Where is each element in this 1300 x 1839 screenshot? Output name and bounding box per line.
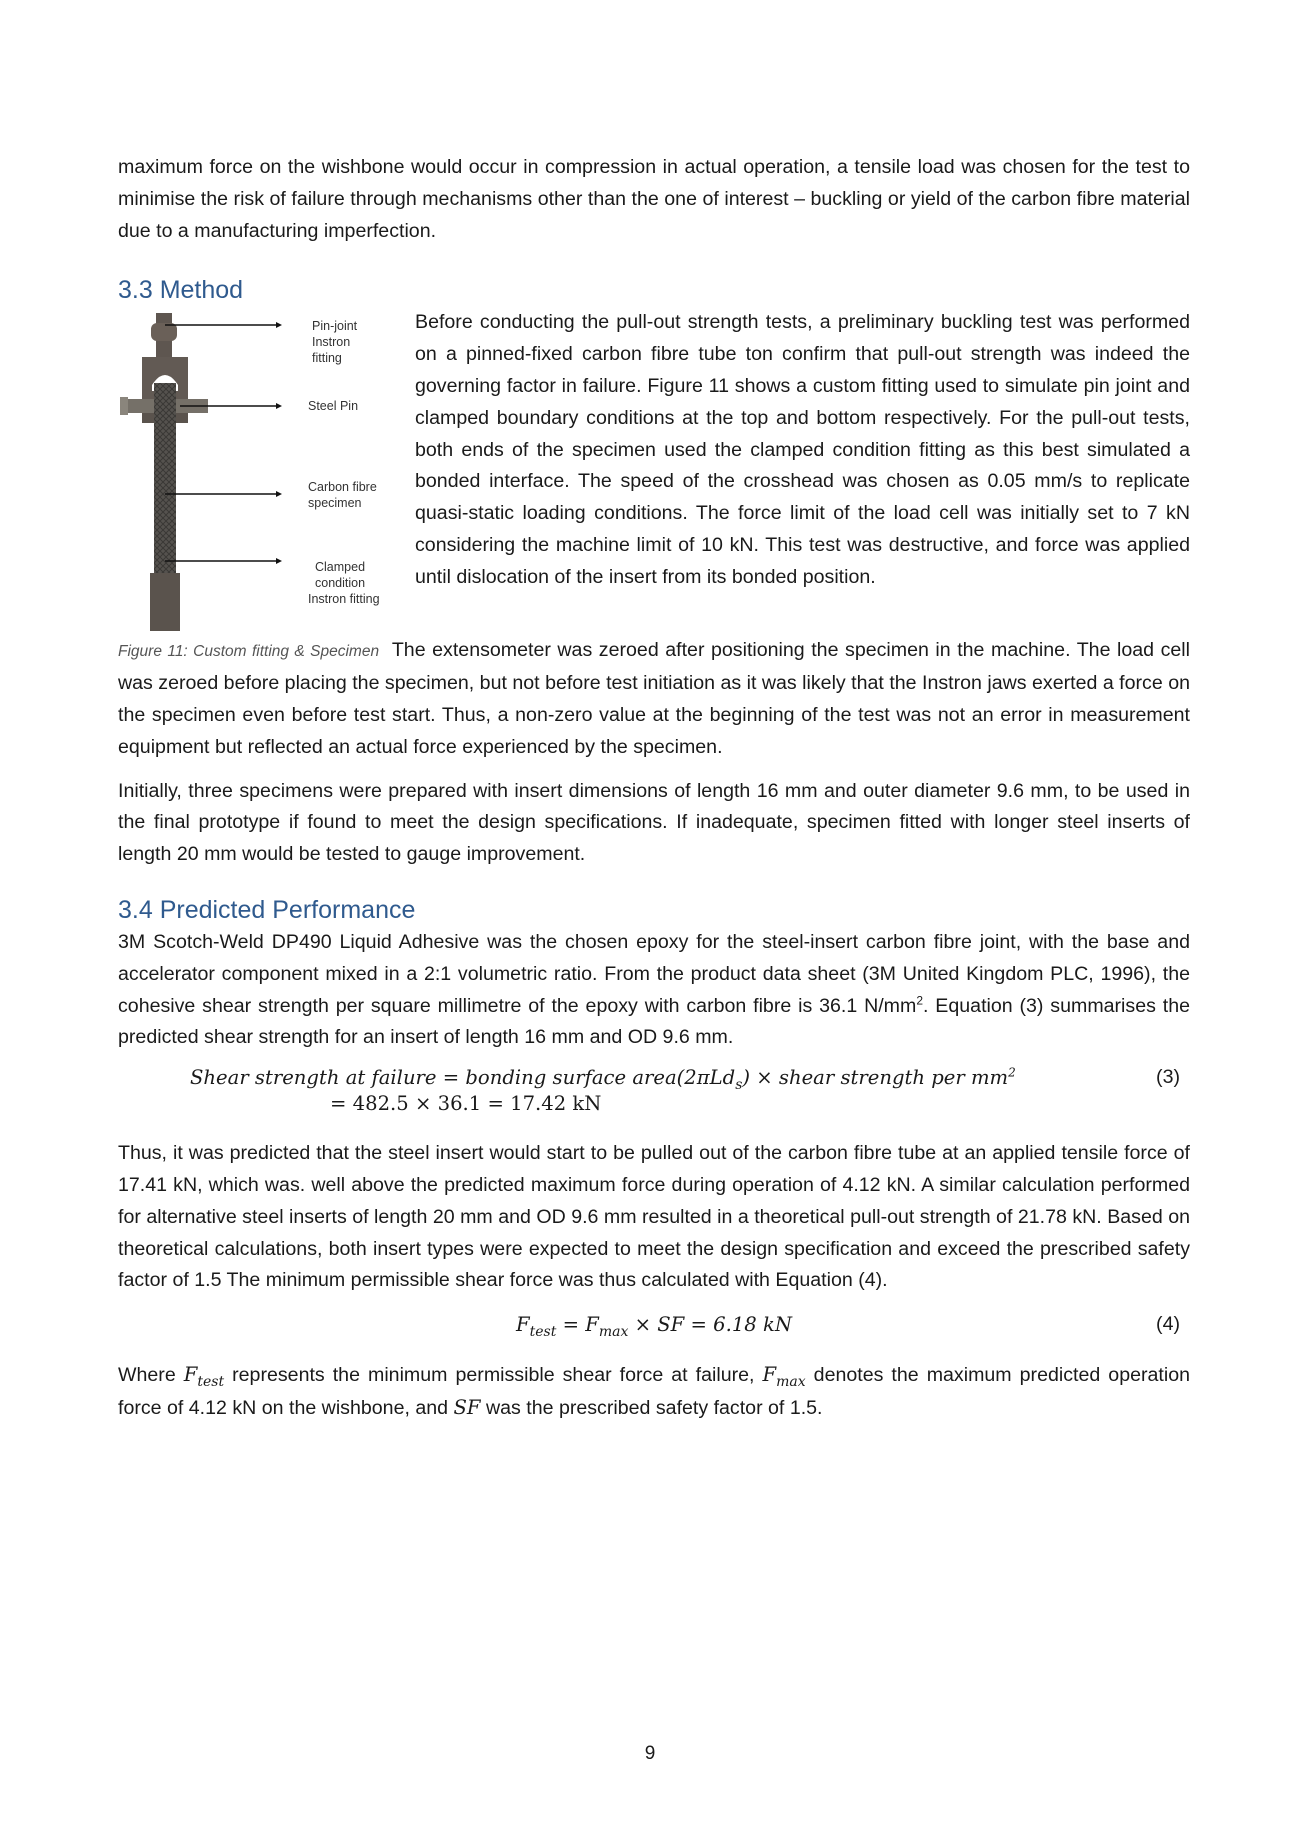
section-heading-method: 3.3 Method [118,276,244,305]
equation-3-rhs: ) × shear strength per mm [742,1066,1009,1090]
equation-4-sub-test: test [529,1324,557,1341]
equation-4-mid: = F [556,1313,599,1337]
figure-label-specimen: specimen [308,496,362,511]
figure-caption: Figure 11: Custom fitting & Specimen [118,643,380,661]
equation-4-number: (4) [1156,1313,1180,1336]
method-paragraph-3: Initially, three specimens were prepared with insert dimensions of length 16 mm and outer diameter 9.6 mm, to be used in the final prototype if found to meet the design specifications. If inadequate, specimen fitted with longer steel inserts of length 20 mm would be tested to gauge improvement. [118,779,1190,866]
page-number: 9 [644,1743,656,1764]
method-paragraph-2 [118,635,1190,763]
perf-paragraph-1-text: 3M Scotch-Weld DP490 Liquid Adhesive was the chosen epoxy for the steel-insert carbon fibre joint, with the base and accelerator component mixed in a 2:1 volumetric ratio. From the product data sheet (3M United Kingdom PLC, 1996), the cohesive shear strength per square millimetre of the epoxy with carbon fibre is 36.1 N/mm [118,930,1190,1017]
superscript: 2 [916,993,924,1008]
equation-4 [118,1309,1190,1341]
intro-paragraph: maximum force on the wishbone would occur in compression in actual operation, a tensile load was chosen for the test to minimise the risk of failure through mechanisms other than the one of interest – buckling or yield of the carbon fibre material due to a manufacturing imperfection. [118,156,1190,242]
symbol-sub-test: test [197,1374,225,1391]
equation-4-sub-max: max [598,1324,629,1341]
equation-3-line-2: = 482.5 × 36.1 = 17.42 kN [330,1092,602,1116]
perf-paragraph-3-a: Where [118,1364,184,1387]
equation-3-number: (3) [1156,1066,1180,1089]
symbol-sub-max: max [776,1374,806,1391]
figure-label-fitting: fitting [312,351,342,366]
perf-paragraph-3-d: was the prescribed safety factor of 1.5. [480,1396,823,1419]
symbol-f: F [183,1363,198,1387]
figure-label-condition: condition [315,576,366,591]
perf-paragraph-1 [118,927,1190,1054]
figure-label-instron-fitting: Instron fitting [308,592,380,607]
custom-fitting-figure [118,311,408,631]
figure-label-carbon-fibre: Carbon fibre [308,480,377,495]
equation-3-lhs: Shear strength at failure = bonding surface area(2πLd [190,1066,736,1090]
equation-4-f: F [516,1313,530,1337]
perf-paragraph-2: Thus, it was predicted that the steel insert would start to be pulled out of the carbon fibre tube at an applied tensile force of 17.41 kN, which was. well above the predicted maximum force during operation of 4.12 kN. A similar calculation performed for alternative steel inserts of length 20 mm and OD 9.6 mm resulted in a theoretical pull-out strength of 21.78 kN. Based on theoretical calculations, both insert types were expected to meet the design specification and exceed the prescribed safety factor of 1.5 The minimum permissible shear force was thus calculated with Equation (4). [118,1142,1190,1292]
symbol-sf: SF [453,1395,481,1419]
figure-label-pin-joint: Pin-joint [312,319,358,334]
perf-paragraph-1-text-end: . Equation (3) summarises the predicted shear strength for an insert of length 16 mm and OD 9.6 mm. [118,994,1190,1049]
method-paragraph-1: Before conducting the pull-out strength tests, a preliminary buckling test was performed on a pinned-fixed carbon fibre tube ton confirm that pull-out strength was indeed the governing factor in failure. Figure 11 shows a custom fitting used to simulate pin joint and clamped boundary conditions at the top and bottom respectively. For the pull-out tests, both ends of the specimen used the clamped condition fitting as this best simulated a bonded interface. The speed of the crosshead was chosen as 0.05 mm/s to replicate quasi-static loading conditions. The force limit of the load cell was initially set to 7 kN considering the machine limit of 10 kN. This test was destructive, and force was applied until dislocation of the insert from its bonded position. [415,311,1190,588]
equation-4-end: × SF = 6.18 kN [628,1313,792,1337]
perf-paragraph-3-c: denotes the maximum predicted operation force of 4.12 kN on the wishbone, and [118,1364,1190,1419]
section-heading-performance: 3.4 Predicted Performance [118,895,416,924]
method-figure-block [118,307,1190,635]
page-body [118,152,1190,1425]
method-paragraph-2-text: The extensometer was zeroed after positioning the specimen in the machine. The load cell was zeroed before placing the specimen, but not before test initiation as it was likely that the Instron jaws exerted a force on the specimen even before test start. Thus, a non-zero value at the beginning of the test was not an error in measurement equipment but reflected an actual force experienced by the specimen. [118,639,1191,758]
equation-3-subscript: s [735,1077,743,1094]
figure-label-steel-pin: Steel Pin [308,399,359,414]
symbol-f-max: F [762,1363,777,1387]
figure-label-clamped: Clamped [315,560,366,575]
perf-paragraph-3-b: represents the minimum permissible shear force at failure, [224,1364,763,1387]
figure-label-instron: Instron [312,335,351,350]
equation-3 [118,1062,1190,1120]
equation-3-superscript: 2 [1008,1065,1016,1080]
perf-paragraph-3 [118,1359,1190,1425]
